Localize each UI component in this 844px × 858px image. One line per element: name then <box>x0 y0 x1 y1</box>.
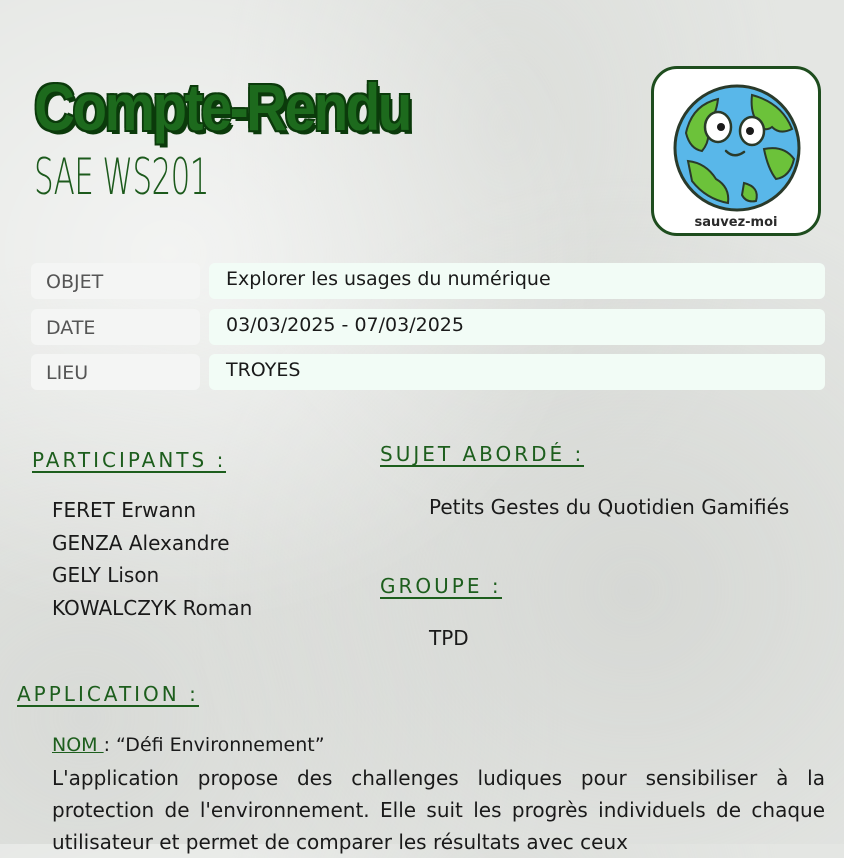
participant-name: KOWALCZYK Roman <box>52 595 253 620</box>
info-value-date: 03/03/2025 - 07/03/2025 <box>209 309 825 345</box>
info-value-lieu: TROYES <box>209 354 825 390</box>
sujet-value: Petits Gestes du Quotidien Gamifiés <box>429 495 790 519</box>
info-value-objet: Explorer les usages du numérique <box>209 263 825 299</box>
info-label-lieu: LIEU <box>31 354 200 390</box>
application-description: L'application propose des challenges ludiques pour sensibiliser à la protection de l'environnement. Elle suit les progrès individuels de chaque utilisateur et permet de comparer les résultats avec ceux <box>52 766 825 854</box>
nom-value: : “Défi Environnement” <box>103 734 325 756</box>
application-name <box>52 734 325 756</box>
earth-mascot-icon <box>672 83 802 213</box>
report-title: Compte-Rendu <box>34 70 410 144</box>
participants-heading: PARTICIPANTS : <box>32 448 227 472</box>
application-heading: APPLICATION : <box>17 682 199 706</box>
participant-name: FERET Erwann <box>52 498 197 522</box>
report-subtitle: SAE WS201 <box>34 148 209 206</box>
participants-list <box>52 494 252 624</box>
participant-name: GELY Lison <box>52 563 160 587</box>
groupe-heading: GROUPE : <box>380 574 502 598</box>
groupe-value: TPD <box>429 626 469 650</box>
participant-name: GENZA Alexandre <box>52 530 230 555</box>
sauvez-moi-logo <box>651 66 821 236</box>
info-label-date: DATE <box>31 309 200 345</box>
sujet-heading: SUJET ABORDÉ : <box>380 442 585 466</box>
nom-label: NOM <box>52 734 104 756</box>
info-label-objet: OBJET <box>31 263 200 299</box>
logo-caption: sauvez-moi <box>694 215 778 230</box>
